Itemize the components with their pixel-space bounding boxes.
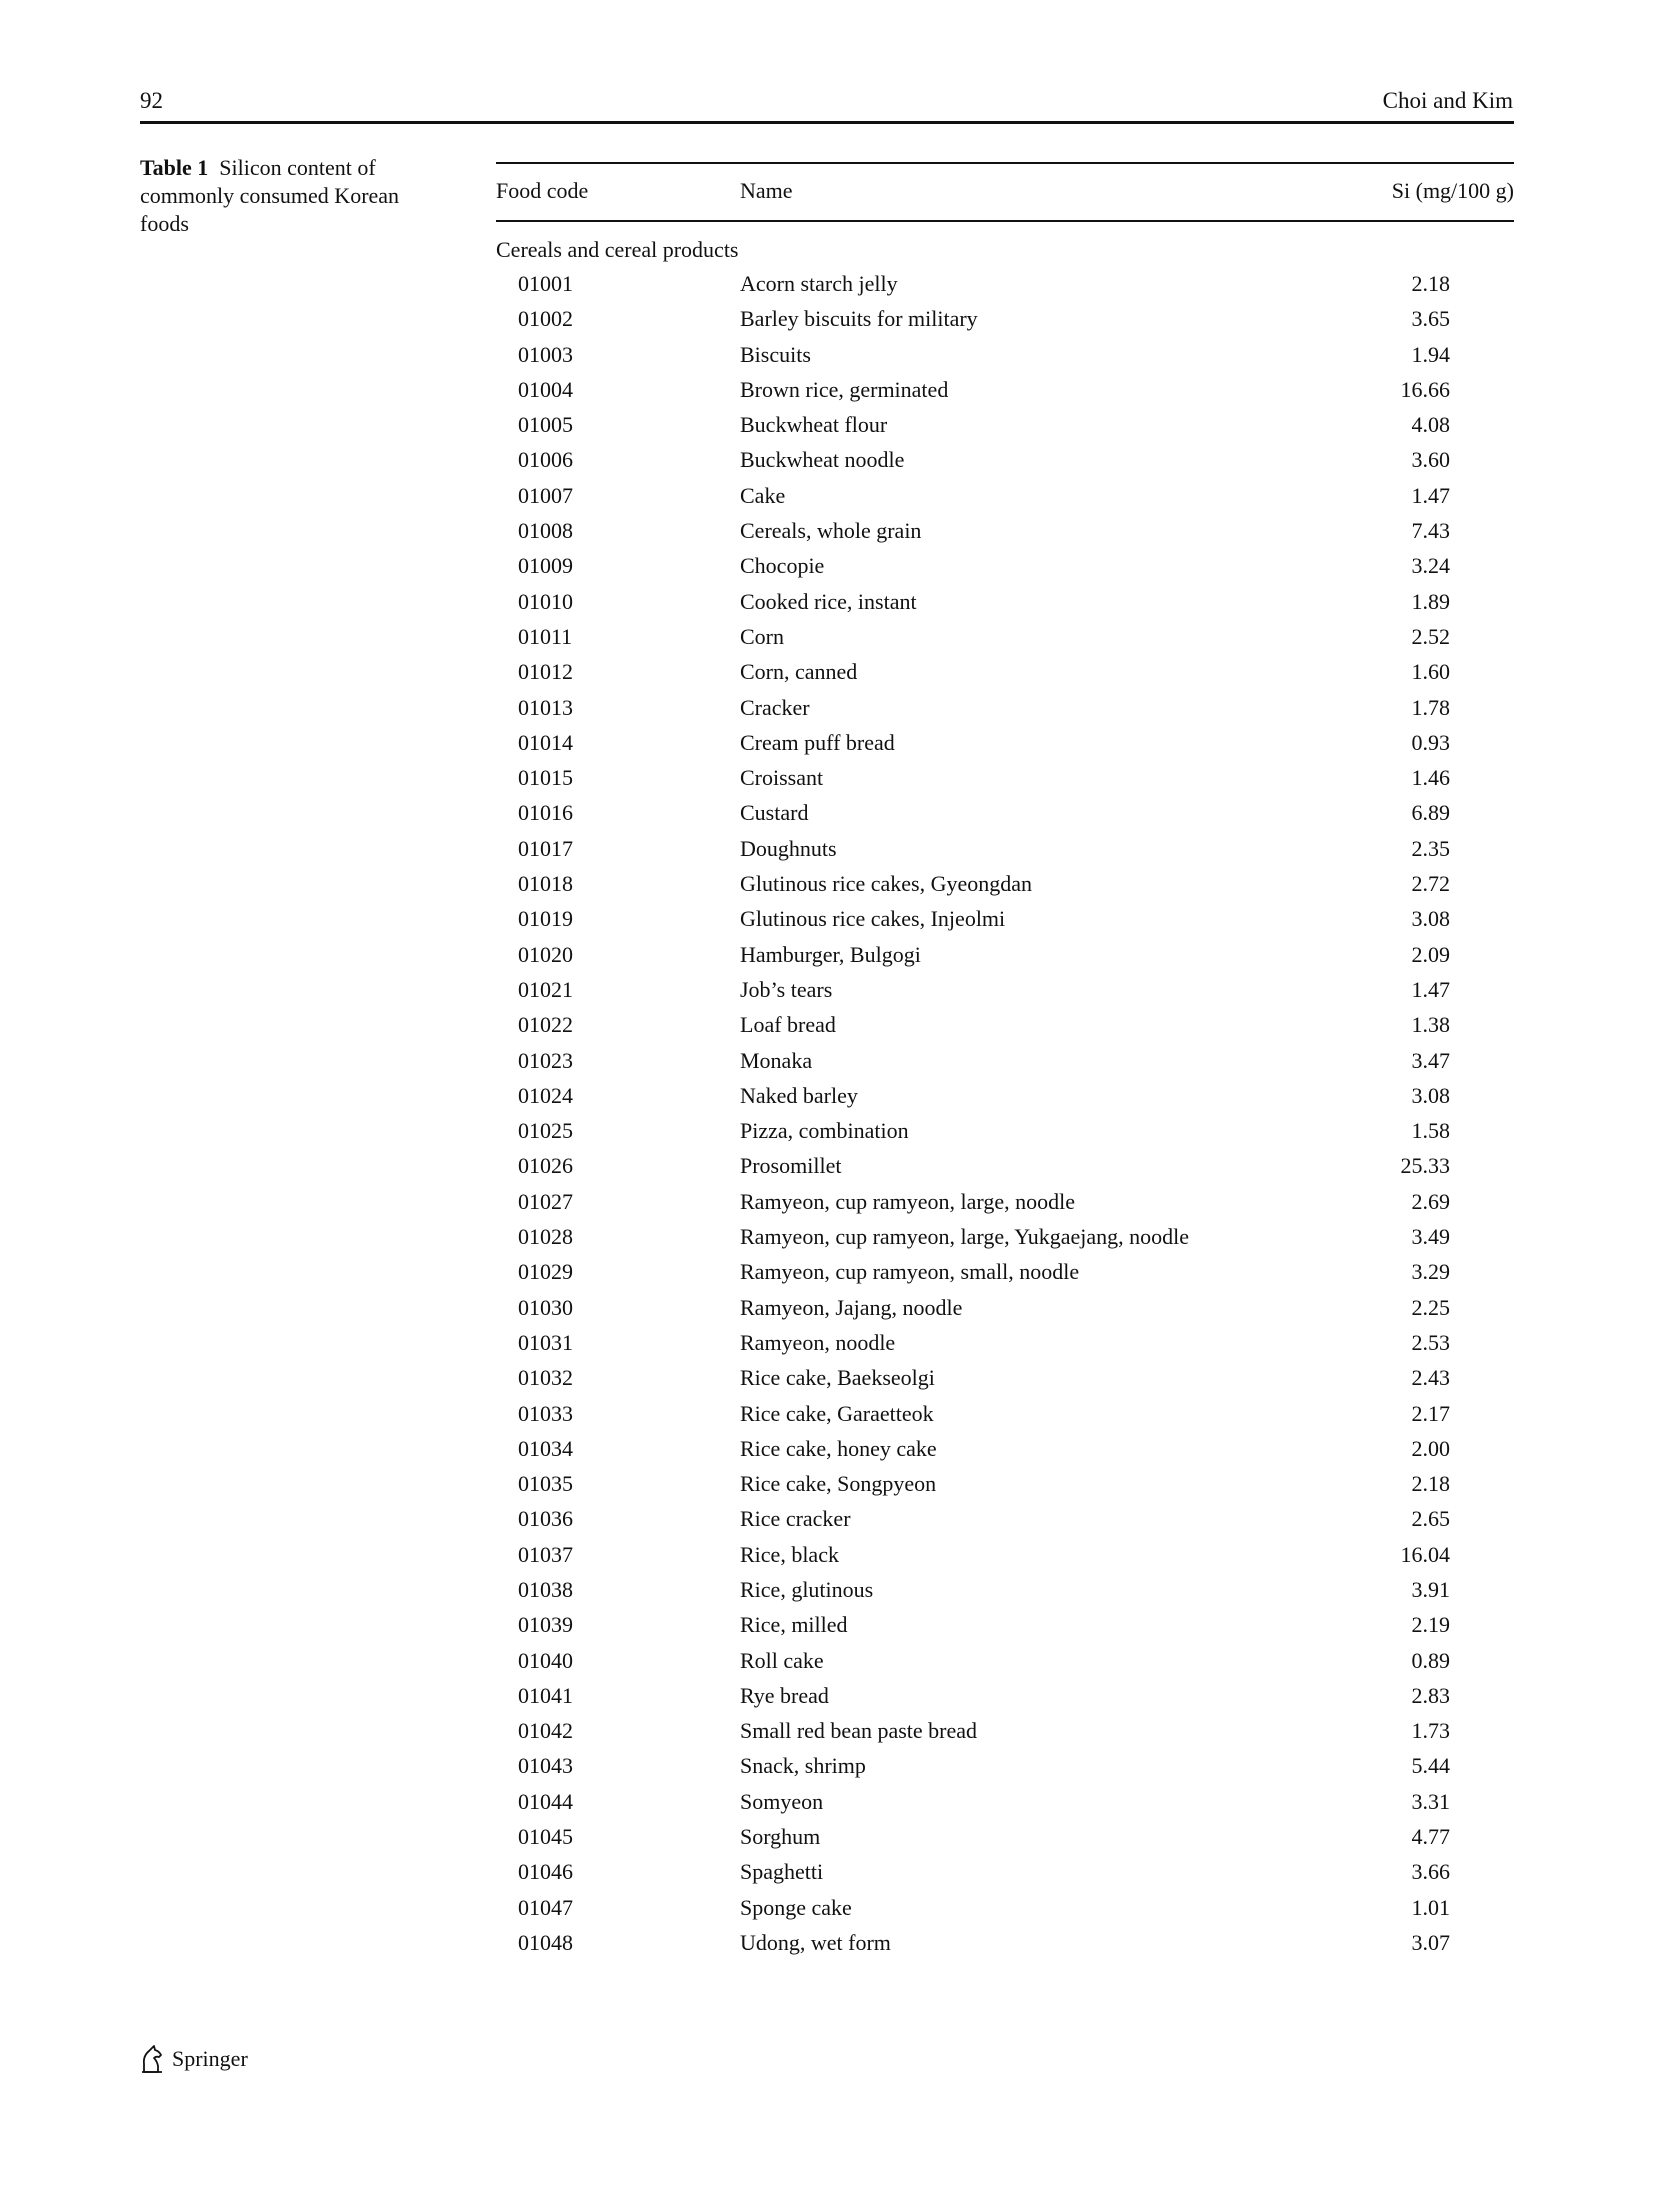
table-row [496, 1714, 1514, 1749]
springer-horse-icon [140, 2044, 166, 2074]
food-name-cell: Prosomillet [740, 1153, 842, 1179]
food-code-cell: 01019 [518, 906, 573, 932]
food-name-cell: Spaghetti [740, 1859, 824, 1885]
si-value-cell: 2.43 [1411, 1365, 1450, 1391]
table-row [496, 691, 1514, 726]
table-row [496, 1397, 1514, 1432]
food-code-cell: 01028 [518, 1224, 573, 1250]
table-row [496, 1502, 1514, 1537]
si-value-cell: 7.43 [1411, 518, 1450, 544]
table-section-heading: Cereals and cereal products [496, 237, 739, 262]
si-value-cell: 2.18 [1411, 271, 1450, 296]
food-code-cell: 01009 [518, 553, 573, 579]
food-code-cell: 01005 [518, 412, 573, 438]
publisher-footer [140, 2044, 248, 2074]
food-code-cell: 01011 [518, 623, 573, 649]
food-code-cell: 01017 [518, 835, 573, 861]
food-name-cell: Loaf bread [740, 1012, 836, 1038]
si-value-cell: 1.01 [1411, 1894, 1450, 1920]
food-code-cell: 01014 [518, 729, 573, 755]
si-value-cell: 2.69 [1411, 1188, 1450, 1214]
food-name-cell: Ramyeon, cup ramyeon, large, noodle [740, 1188, 1075, 1214]
table-row [496, 1926, 1514, 1961]
food-name-cell: Corn [740, 623, 784, 649]
si-value-cell: 4.77 [1411, 1824, 1450, 1850]
si-value-cell: 2.00 [1411, 1435, 1450, 1461]
si-value-cell: 1.94 [1411, 341, 1450, 367]
food-code-cell: 01033 [518, 1400, 573, 1426]
si-value-cell: 0.89 [1411, 1647, 1450, 1673]
si-value-cell: 0.93 [1411, 729, 1450, 755]
table-header-rule [496, 220, 1514, 222]
food-code-cell: 01016 [518, 800, 573, 826]
si-value-cell: 2.19 [1411, 1612, 1450, 1638]
food-name-cell: Cereals, whole grain [740, 518, 922, 544]
si-value-cell: 2.35 [1411, 835, 1450, 861]
si-value-cell: 2.17 [1411, 1400, 1450, 1426]
table-row [496, 1114, 1514, 1149]
food-code-cell: 01002 [518, 306, 573, 332]
si-value-cell: 3.31 [1411, 1788, 1450, 1814]
running-head [140, 88, 1513, 118]
food-name-cell: Cake [740, 482, 786, 508]
food-name-cell: Ramyeon, Jajang, noodle [740, 1294, 963, 1320]
food-name-cell: Buckwheat noodle [740, 447, 905, 473]
food-code-cell: 01029 [518, 1259, 573, 1285]
food-code-cell: 01001 [518, 271, 573, 296]
si-value-cell: 1.73 [1411, 1718, 1450, 1744]
food-name-cell: Cream puff bread [740, 729, 895, 755]
page-number: 92 [140, 88, 163, 113]
table-row [496, 443, 1514, 478]
food-code-cell: 01048 [518, 1929, 573, 1955]
food-name-cell: Custard [740, 800, 809, 826]
si-value-cell: 1.47 [1411, 976, 1450, 1002]
si-value-cell: 3.08 [1411, 906, 1450, 932]
header-rule [140, 121, 1514, 124]
food-name-cell: Ramyeon, cup ramyeon, large, Yukgaejang, noodle [740, 1224, 1190, 1250]
silicon-content-table [496, 162, 1514, 1964]
food-name-cell: Sorghum [740, 1824, 821, 1850]
table-row [496, 514, 1514, 549]
si-value-cell: 3.66 [1411, 1859, 1450, 1885]
si-value-cell: 2.83 [1411, 1682, 1450, 1708]
table-row [496, 549, 1514, 584]
si-value-cell: 3.24 [1411, 553, 1450, 579]
si-value-cell: 3.49 [1411, 1224, 1450, 1250]
food-name-cell: Rice cake, honey cake [740, 1435, 937, 1461]
si-value-cell: 2.18 [1411, 1471, 1450, 1497]
food-name-cell: Glutinous rice cakes, Injeolmi [740, 906, 1006, 932]
food-name-cell: Roll cake [740, 1647, 824, 1673]
table-row [496, 1326, 1514, 1361]
si-value-cell: 6.89 [1411, 800, 1450, 826]
food-code-cell: 01025 [518, 1118, 573, 1144]
table-row [496, 796, 1514, 831]
food-code-cell: 01047 [518, 1894, 573, 1920]
table-row [496, 479, 1514, 514]
food-code-cell: 01046 [518, 1859, 573, 1885]
si-value-cell: 1.78 [1411, 694, 1450, 720]
food-code-cell: 01045 [518, 1824, 573, 1850]
food-name-cell: Acorn starch jelly [740, 271, 898, 296]
table-row [496, 1467, 1514, 1502]
food-name-cell: Pizza, combination [740, 1118, 909, 1144]
si-value-cell: 1.47 [1411, 482, 1450, 508]
food-code-cell: 01044 [518, 1788, 573, 1814]
si-value-cell: 3.91 [1411, 1576, 1450, 1602]
table-header [496, 164, 1514, 220]
food-name-cell: Somyeon [740, 1788, 824, 1814]
food-code-cell: 01031 [518, 1329, 573, 1355]
food-code-cell: 01015 [518, 765, 573, 791]
table-row [496, 726, 1514, 761]
food-name-cell: Rice cake, Garaetteok [740, 1400, 934, 1426]
column-header-si: Si (mg/100 g) [1391, 178, 1514, 203]
table-row [496, 1855, 1514, 1890]
food-code-cell: 01021 [518, 976, 573, 1002]
food-name-cell: Rice cake, Baekseolgi [740, 1365, 935, 1391]
si-value-cell: 4.08 [1411, 412, 1450, 438]
table-row [496, 832, 1514, 867]
table-caption-label: Table 1 [140, 155, 209, 180]
table-row [496, 1538, 1514, 1573]
table-row [496, 1185, 1514, 1220]
table-caption-text: Silicon content of commonly consumed Korean foods [140, 155, 400, 236]
food-name-cell: Rice, milled [740, 1612, 848, 1638]
food-name-cell: Hamburger, Bulgogi [740, 941, 921, 967]
food-code-cell: 01039 [518, 1612, 573, 1638]
food-name-cell: Barley biscuits for military [740, 306, 978, 332]
food-name-cell: Rye bread [740, 1682, 829, 1708]
si-value-cell: 1.58 [1411, 1118, 1450, 1144]
food-name-cell: Job’s tears [740, 976, 833, 1002]
food-name-cell: Monaka [740, 1047, 813, 1073]
food-name-cell: Udong, wet form [740, 1929, 891, 1955]
table-row [496, 1432, 1514, 1467]
food-name-cell: Brown rice, germinated [740, 376, 949, 402]
si-value-cell: 1.60 [1411, 659, 1450, 685]
si-value-cell: 3.08 [1411, 1082, 1450, 1108]
food-name-cell: Biscuits [740, 341, 811, 367]
food-name-cell: Rice, glutinous [740, 1576, 874, 1602]
table-row [496, 1079, 1514, 1114]
food-name-cell: Snack, shrimp [740, 1753, 866, 1779]
food-name-cell: Corn, canned [740, 659, 858, 685]
table-row [496, 1679, 1514, 1714]
food-code-cell: 01027 [518, 1188, 573, 1214]
si-value-cell: 2.09 [1411, 941, 1450, 967]
si-value-cell: 3.29 [1411, 1259, 1450, 1285]
food-name-cell: Cooked rice, instant [740, 588, 917, 614]
food-code-cell: 01035 [518, 1471, 573, 1497]
food-name-cell: Ramyeon, cup ramyeon, small, noodle [740, 1259, 1080, 1285]
food-code-cell: 01022 [518, 1012, 573, 1038]
table-row [496, 620, 1514, 655]
food-code-cell: 01008 [518, 518, 573, 544]
food-code-cell: 01037 [518, 1541, 573, 1567]
food-code-cell: 01007 [518, 482, 573, 508]
si-value-cell: 2.25 [1411, 1294, 1450, 1320]
si-value-cell: 3.07 [1411, 1929, 1450, 1955]
table-row [496, 867, 1514, 902]
food-name-cell: Doughnuts [740, 835, 837, 861]
table-row [496, 1255, 1514, 1290]
food-name-cell: Chocopie [740, 553, 825, 579]
food-code-cell: 01010 [518, 588, 573, 614]
table-row [496, 1785, 1514, 1820]
food-code-cell: 01006 [518, 447, 573, 473]
food-code-cell: 01003 [518, 341, 573, 367]
table-row [496, 302, 1514, 337]
si-value-cell: 16.04 [1400, 1541, 1450, 1567]
food-name-cell: Ramyeon, noodle [740, 1329, 896, 1355]
table-row [496, 1820, 1514, 1855]
table-caption [140, 154, 440, 238]
food-name-cell: Naked barley [740, 1082, 858, 1108]
si-value-cell: 16.66 [1400, 376, 1450, 402]
food-code-cell: 01018 [518, 871, 573, 897]
table-row [496, 1573, 1514, 1608]
table-row [496, 1044, 1514, 1079]
table-row [496, 761, 1514, 796]
table-row [496, 373, 1514, 408]
column-header-name: Name [740, 178, 793, 203]
si-value-cell: 2.72 [1411, 871, 1450, 897]
table-row [496, 1749, 1514, 1784]
food-name-cell: Buckwheat flour [740, 412, 888, 438]
food-code-cell: 01023 [518, 1047, 573, 1073]
food-code-cell: 01036 [518, 1506, 573, 1532]
food-code-cell: 01024 [518, 1082, 573, 1108]
table-row [496, 973, 1514, 1008]
table-row [496, 655, 1514, 690]
food-code-cell: 01026 [518, 1153, 573, 1179]
food-code-cell: 01040 [518, 1647, 573, 1673]
si-value-cell: 2.65 [1411, 1506, 1450, 1532]
food-name-cell: Cracker [740, 694, 810, 720]
food-name-cell: Sponge cake [740, 1894, 852, 1920]
table-row [496, 938, 1514, 973]
si-value-cell: 3.65 [1411, 306, 1450, 332]
food-name-cell: Rice, black [740, 1541, 839, 1567]
food-code-cell: 01032 [518, 1365, 573, 1391]
si-value-cell: 1.38 [1411, 1012, 1450, 1038]
food-code-cell: 01042 [518, 1718, 573, 1744]
food-name-cell: Rice cracker [740, 1506, 851, 1532]
publisher-name: Springer [172, 2046, 248, 2071]
table-row [496, 1291, 1514, 1326]
table-row [496, 1361, 1514, 1396]
food-name-cell: Small red bean paste bread [740, 1718, 978, 1744]
si-value-cell: 3.60 [1411, 447, 1450, 473]
table-row [496, 1008, 1514, 1043]
food-code-cell: 01043 [518, 1753, 573, 1779]
si-value-cell: 2.53 [1411, 1329, 1450, 1355]
table-row [496, 1149, 1514, 1184]
table-row [496, 1608, 1514, 1643]
si-value-cell: 25.33 [1400, 1153, 1450, 1179]
si-value-cell: 2.52 [1411, 623, 1450, 649]
food-code-cell: 01030 [518, 1294, 573, 1320]
table-row [496, 902, 1514, 937]
food-code-cell: 01041 [518, 1682, 573, 1708]
table-row [496, 267, 1514, 302]
table-row [496, 1891, 1514, 1926]
food-name-cell: Croissant [740, 765, 824, 791]
table-row [496, 1220, 1514, 1255]
food-name-cell: Glutinous rice cakes, Gyeongdan [740, 871, 1033, 897]
table-row [496, 585, 1514, 620]
table-row [496, 408, 1514, 443]
food-code-cell: 01020 [518, 941, 573, 967]
food-code-cell: 01038 [518, 1576, 573, 1602]
food-code-cell: 01012 [518, 659, 573, 685]
si-value-cell: 1.46 [1411, 765, 1450, 791]
running-head-authors: Choi and Kim [1382, 88, 1513, 113]
food-code-cell: 01013 [518, 694, 573, 720]
table-body [496, 267, 1514, 1961]
si-value-cell: 5.44 [1411, 1753, 1450, 1779]
table-row [496, 338, 1514, 373]
si-value-cell: 3.47 [1411, 1047, 1450, 1073]
column-header-food-code: Food code [496, 178, 589, 203]
si-value-cell: 1.89 [1411, 588, 1450, 614]
food-code-cell: 01004 [518, 376, 573, 402]
food-code-cell: 01034 [518, 1435, 573, 1461]
food-name-cell: Rice cake, Songpyeon [740, 1471, 937, 1497]
table-row [496, 1644, 1514, 1679]
